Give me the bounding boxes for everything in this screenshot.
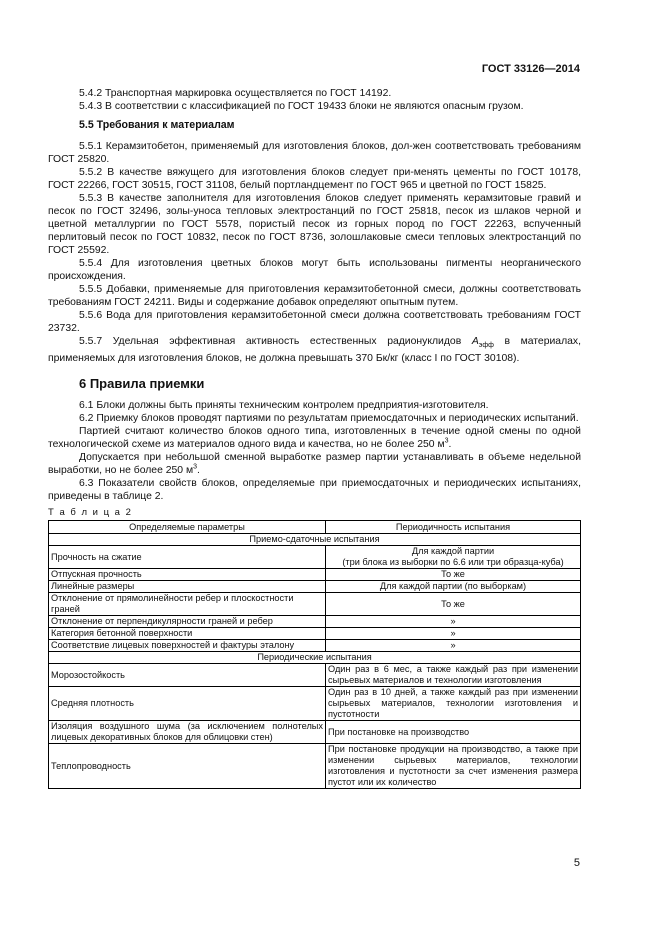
- table-header-row: [49, 521, 581, 534]
- param-cell: Прочность на сжатие: [49, 546, 326, 569]
- table-caption: Т а б л и ц а 2: [48, 507, 133, 519]
- frequency-cell: При постановке продукции на производство, а также при изменении сырьевых материалов, технологии изготовления и пустотности за счет изменения размера пустот или их количество: [326, 744, 581, 789]
- table-row: [49, 664, 581, 687]
- frequency-cell: Для каждой партии (три блока из выборки по 6.6 или три образца-куба): [326, 546, 581, 569]
- paragraph-6-2: 6.2 Приемку блоков проводят партиями по результатам приемосдаточных и периодических испытаний.: [79, 413, 579, 425]
- frequency-cell: То же: [326, 593, 581, 616]
- column-header-frequency: Периодичность испытания: [326, 521, 581, 534]
- subsection-heading-5-5: 5.5 Требования к материалам: [79, 119, 235, 131]
- paragraph-5-5-5: 5.5.5 Добавки, применяемые для приготовления керамзитобетонной смеси, должны соответствовать требованиям ГОСТ 24211. Виды и содержание добавок определяют опытным путем.: [48, 284, 581, 308]
- param-cell: Линейные размеры: [49, 581, 326, 593]
- param-cell: Изоляция воздушного шума (за исключением полнотелых лицевых декоративных блоков для облицовки стен): [49, 721, 326, 744]
- table-row: [49, 616, 581, 628]
- table-row: [49, 581, 581, 593]
- param-cell: Средняя плотность: [49, 687, 326, 721]
- table-row: [49, 628, 581, 640]
- frequency-cell: »: [326, 628, 581, 640]
- column-header-parameters: Определяемые параметры: [49, 521, 326, 534]
- paragraph-5-4-2: 5.4.2 Транспортная маркировка осуществляется по ГОСТ 14192.: [79, 88, 392, 99]
- table-2: [48, 520, 581, 789]
- table-row: [49, 593, 581, 616]
- section-heading-6: 6 Правила приемки: [79, 376, 205, 392]
- paragraph-5-4-3: 5.4.3 В соответствии с классификацией по ГОСТ 19433 блоки не являются опасным грузом.: [79, 101, 524, 112]
- frequency-cell: Для каждой партии (по выборкам): [326, 581, 581, 593]
- param-cell: Соответствие лицевых поверхностей и фактуры эталону: [49, 640, 326, 652]
- paragraph-5-5-6: 5.5.6 Вода для приготовления керамзитобетонной смеси должна соответствовать требованиям ГОСТ 23732.: [48, 310, 581, 334]
- group-acceptance-tests: Приемо-сдаточные испытания: [49, 534, 581, 546]
- paragraph-batch-definition: Партией считают количество блоков одного типа, изготовленных в течение одной смены по одной технологической схеме из материалов одного вида и качества, но не более 250 $м^3$.: [48, 426, 581, 451]
- table-row: [49, 744, 581, 789]
- table-row: [49, 546, 581, 569]
- frequency-cell: Один раз в 10 дней, а также каждый раз при изменении сырьевых материалов, технологии изготовления и пустотности: [326, 687, 581, 721]
- paragraph-small-output: Допускается при небольшой сменной выработке размер партии устанавливать в объеме недельной выработки, но не более 250 $м^3$.: [48, 452, 581, 477]
- table-row: [49, 569, 581, 581]
- paragraph-6-3: 6.3 Показатели свойств блоков, определяемые при приемосдаточных и периодических испытаниях, приведены в таблице 2.: [48, 478, 581, 503]
- param-cell: Теплопроводность: [49, 744, 326, 789]
- group-periodic-tests: Периодические испытания: [49, 652, 581, 664]
- frequency-cell: То же: [326, 569, 581, 581]
- paragraph-5-5-2: 5.5.2 В качестве вяжущего для изготовления блоков следует при-менять цементы по ГОСТ 10178, ГОСТ 22266, ГОСТ 30515, ГОСТ 31108, белый портландцемент по ГОСТ 965 и цветной по ГОСТ 15825.: [48, 167, 581, 191]
- frequency-cell: Один раз в 6 мес, а также каждый раз при изменении сырьевых материалов и технологии изготовления: [326, 664, 581, 687]
- document-header: ГОСТ 33126—2014: [481, 63, 580, 75]
- frequency-cell: При постановке на производство: [326, 721, 581, 744]
- page-body: [48, 87, 581, 789]
- frequency-cell: »: [326, 640, 581, 652]
- page-number: 5: [573, 857, 580, 869]
- paragraph-5-5-4: 5.5.4 Для изготовления цветных блоков могут быть использованы пигменты неорганического происхождения.: [48, 258, 581, 282]
- param-cell: Категория бетонной поверхности: [49, 628, 326, 640]
- paragraph-5-5-3: 5.5.3 В качестве заполнителя для изготовления блоков следует применять керамзитовые гравий и песок по ГОСТ 32496, золы-уноса тепловых электростанций по ГОСТ 25818, песок из шлаков черной и цветной металлургии по ГОСТ 5578, пористый песок из горных пород по ГОСТ 22263, вспученный перлитовый песок по ГОСТ 10832, песок по ГОСТ 8736, золошлаковые смеси тепловых электростанций по ГОСТ 25592.: [48, 193, 581, 256]
- paragraph-5-5-1: 5.5.1 Керамзитобетон, применяемый для изготовления блоков, дол-жен соответствовать требованиям ГОСТ 25820.: [48, 141, 581, 165]
- param-cell: Морозостойкость: [49, 664, 326, 687]
- param-cell: Отклонение от прямолинейности ребер и плоскостности граней: [49, 593, 326, 616]
- activity-symbol: A: [471, 336, 479, 347]
- table-row: [49, 640, 581, 652]
- frequency-cell: »: [326, 616, 581, 628]
- table-group-row: [49, 534, 581, 546]
- paragraph-6-1: 6.1 Блоки должны быть приняты техническим контролем предприятия-изготовителя.: [79, 400, 489, 412]
- param-cell: Отклонение от перпендикулярности граней и ребер: [49, 616, 326, 628]
- table-row: [49, 721, 581, 744]
- table-group-row: [49, 652, 581, 664]
- param-cell: Отпускная прочность: [49, 569, 326, 581]
- table-row: [49, 687, 581, 721]
- paragraph-5-5-7: 5.5.7 Удельная эффективная активность естественных радионуклидов $A_{эфф}$ в материалах, применяемых для изготовления блоков, не должна превышать 370 Бк/кг (класс I по ГОСТ 30108).: [48, 336, 581, 365]
